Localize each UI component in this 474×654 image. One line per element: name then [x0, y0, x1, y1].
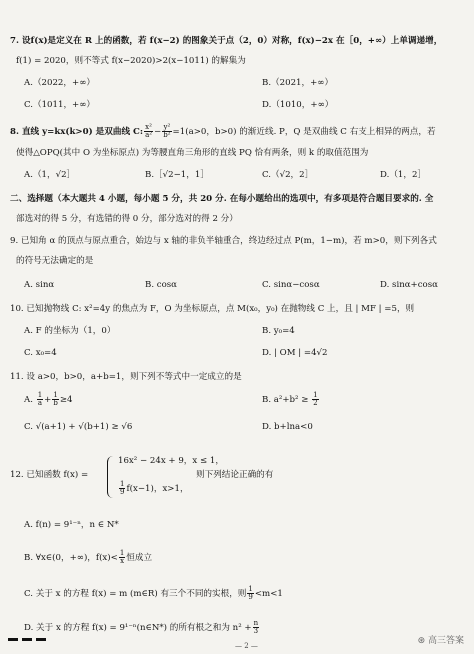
watermark-badge: ⊛ 高三答案	[417, 636, 464, 646]
q11-line1: 11. 设 a>0，b>0，a+b=1，则下列不等式中一定成立的是	[10, 372, 242, 382]
section2-header-line2: 部选对的得 5 分，有选错的得 0 分，部分选对的得 2 分）	[16, 214, 238, 224]
footer-dash-2	[22, 638, 32, 641]
q11-option-d[interactable]: D. b+lna<0	[262, 422, 313, 432]
q12-option-a[interactable]: A. f(n) = 9¹⁻ⁿ，n ∈ N*	[24, 520, 119, 530]
q8-line1: 8. 直线 y=kx(k>0) 是双曲线 C: $\frac{\text{x²}}{\text{a²}}$ − $\frac{\text{y²}}{\text{b²}}$ =1(a>0，b>0) 的渐近线. P，Q 是双曲线 C 右支上相异的两点，若	[10, 123, 436, 139]
q11-option-c[interactable]: C. √(a+1) + √(b+1) ≥ √6	[24, 422, 133, 432]
q7-line1: 7. 设f(x)是定义在 R 上的函数，若 f(x−2) 的图象关于点（2，0）对称，f(x)−2x 在［0，+∞）上单调递增，	[10, 36, 443, 46]
q10-option-b[interactable]: B. y₀=4	[262, 326, 295, 336]
q9-line2: 的符号无法确定的是	[16, 256, 94, 266]
q9-option-a[interactable]: A. sinα	[24, 280, 55, 290]
q8-line1-post: =1(a>0，b>0) 的渐近线. P，Q 是双曲线 C 右支上相异的两点，若	[172, 127, 436, 137]
section2-header-line1: 二、选择题（本大题共 4 小题，每小题 5 分，共 20 分. 在每小题给出的选项中，有多项是符合题目要求的. 全	[10, 194, 434, 204]
q8-option-d[interactable]: D.（1，2］	[380, 170, 427, 180]
page-number: — 2 —	[235, 642, 258, 650]
q9-line1: 9. 已知角 α 的顶点与原点重合，始边与 x 轴的非负半轴重合，终边经过点 P(m，1−m)，若 m>0，则下列各式	[10, 236, 437, 246]
q7-option-b[interactable]: B.（2021，+∞）	[262, 78, 334, 88]
q10-option-c[interactable]: C. x₀=4	[24, 348, 57, 358]
q7-option-a[interactable]: A.（2022，+∞）	[24, 78, 95, 88]
q12-line1-post: 则下列结论正确的有	[196, 470, 274, 480]
q8-option-b[interactable]: B.［√2−1，1］	[145, 170, 209, 180]
q10-line1: 10. 已知抛物线 C: x²=4y 的焦点为 F，O 为坐标原点，点 M(x₀，y₀) 在抛物线 C 上，且 | MF | =5，则	[10, 304, 415, 314]
footer-dash-1	[8, 638, 18, 641]
q7-option-c[interactable]: C.（1011，+∞）	[24, 100, 96, 110]
q12-option-d[interactable]: D. 关于 x 的方程 f(x) = 9¹⁻ⁿ(n∈N*) 的所有根之和为 n² + $\frac{n}{3}$	[24, 619, 259, 635]
q11-option-a[interactable]: A. $\frac{1}{a}$ + $\frac{1}{b}$ ≥4	[24, 391, 73, 407]
q10-option-a[interactable]: A. F 的坐标为（1，0）	[24, 326, 116, 336]
piecewise-brace	[107, 456, 114, 498]
q8-frac-y: $\frac{\text{y²}}{\text{b²}}$	[163, 123, 171, 139]
q12-option-b[interactable]: B. ∀x∈(0，+∞)，f(x)< $\frac{1}{x}$ 恒成立	[24, 549, 153, 565]
footer-dash-3	[36, 638, 46, 641]
q11-option-b[interactable]: B. a²+b² ≥ $\frac{1}{2}$	[262, 391, 318, 407]
q12-line1-pre: 12. 已知函数 f(x) =	[10, 470, 89, 480]
q8-option-c[interactable]: C.（√2，2］	[262, 170, 314, 180]
q8-line2: 使得△OPQ(其中 O 为坐标原点) 为等腰直角三角形的直线 PQ 恰有两条，则 k 的取值范围为	[16, 148, 369, 158]
q7-line2: f(1) = 2020，则不等式 f(x−2020)>2(x−1011) 的解集为	[16, 56, 246, 66]
q12-option-c[interactable]: C. 关于 x 的方程 f(x) = m (m∈R) 有三个不同的实根，则 $\frac{1}{9}$ <m<1	[24, 585, 283, 601]
q8-frac-x: $\frac{\text{x²}}{\text{a²}}$	[145, 123, 153, 139]
q8-option-a[interactable]: A.（1，√2］	[24, 170, 76, 180]
q12-case1: 16x² − 24x + 9，x ≤ 1，	[118, 456, 224, 466]
q9-option-c[interactable]: C. sinα−cosα	[262, 280, 320, 290]
q10-option-d[interactable]: D. | OM | =4√2	[262, 348, 328, 358]
q9-option-d[interactable]: D. sinα+cosα	[380, 280, 438, 290]
q9-option-b[interactable]: B. cosα	[145, 280, 177, 290]
q8-line1-pre: 8. 直线 y=kx(k>0) 是双曲线 C:	[10, 127, 144, 137]
q12-case2: $\frac{1}{9}$ f(x−1)，x>1，	[120, 480, 189, 496]
q7-option-d[interactable]: D.（1010，+∞）	[262, 100, 334, 110]
